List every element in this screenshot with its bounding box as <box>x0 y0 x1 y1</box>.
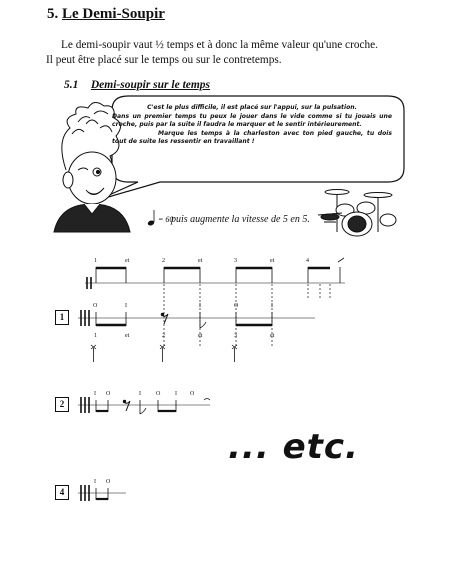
sticking-label: O <box>190 391 195 397</box>
count-label: et <box>125 333 130 339</box>
sticking-label: I <box>271 303 273 309</box>
count-label: 1 <box>94 333 97 339</box>
intro-line-1: Le demi-soupir vaut ½ temps et à donc la même valeur qu'une croche. <box>61 39 378 51</box>
exercise-1-label: 1 <box>55 310 69 325</box>
reference-staff <box>85 258 345 346</box>
subsection-title-text: Demi-soupir sur le temps <box>90 79 211 91</box>
subsection-number: 5.1 <box>64 79 79 91</box>
sticking-label: O <box>234 303 239 309</box>
speech-bubble-text <box>112 104 392 147</box>
hi-hat-foot-marks <box>91 345 237 362</box>
section-title-text: Le Demi-Soupir <box>62 6 165 22</box>
etc-text: ... etc. <box>228 427 359 467</box>
count-label: 4 <box>306 258 309 264</box>
sticking-label: I <box>94 391 96 397</box>
count-label: 2 <box>162 333 165 339</box>
exercise-2-label: 2 <box>55 397 69 412</box>
exercise-4-staff <box>78 485 126 501</box>
sticking-label: O <box>156 391 161 397</box>
count-label: 3 <box>234 258 237 264</box>
sticking-label: O <box>106 479 111 485</box>
count-label: et <box>270 258 275 264</box>
exercise-1-staff <box>78 310 315 328</box>
sticking-label: I <box>125 303 127 309</box>
sticking-label: I <box>94 479 96 485</box>
sticking-label: O <box>106 391 111 397</box>
count-label: et <box>198 258 203 264</box>
sticking-label: I <box>199 303 201 309</box>
bubble-line-1: C'est le plus difficile, il est placé sur l'appui, sur la pulsation. <box>147 104 357 111</box>
section-number: 5. <box>47 6 59 22</box>
tempo-value: = 60 <box>158 215 174 224</box>
sticking-label: I <box>139 391 141 397</box>
sticking-label: I <box>175 391 177 397</box>
intro-line-2: Il peut être placé sur le temps ou sur le contretemps. <box>46 54 282 66</box>
drum-kit-icon <box>318 190 396 237</box>
count-label: et <box>125 258 130 264</box>
count-label: et <box>198 333 203 339</box>
count-label: 1 <box>94 258 97 264</box>
quarter-note-icon <box>147 210 155 226</box>
count-label: et <box>270 333 275 339</box>
exercise-2-staff <box>78 397 210 414</box>
exercise-4-label: 4 <box>55 485 69 500</box>
count-label: 2 <box>162 258 165 264</box>
sticking-label: O <box>93 303 98 309</box>
count-label: 3 <box>234 333 237 339</box>
bubble-line-3: Marque les temps à la charleston avec ton pied gauche, tu dois tout de suite les ressentir en travaillant ! <box>112 129 392 146</box>
bubble-line-2: Dans un premier temps tu peux le jouer dans le vide comme si tu jouais une croche, puis par la suite il faudra le marquer et le sentir intérieurement. <box>112 112 392 129</box>
tempo-instruction: puis augmente la vitesse de 5 en 5. <box>171 214 310 225</box>
